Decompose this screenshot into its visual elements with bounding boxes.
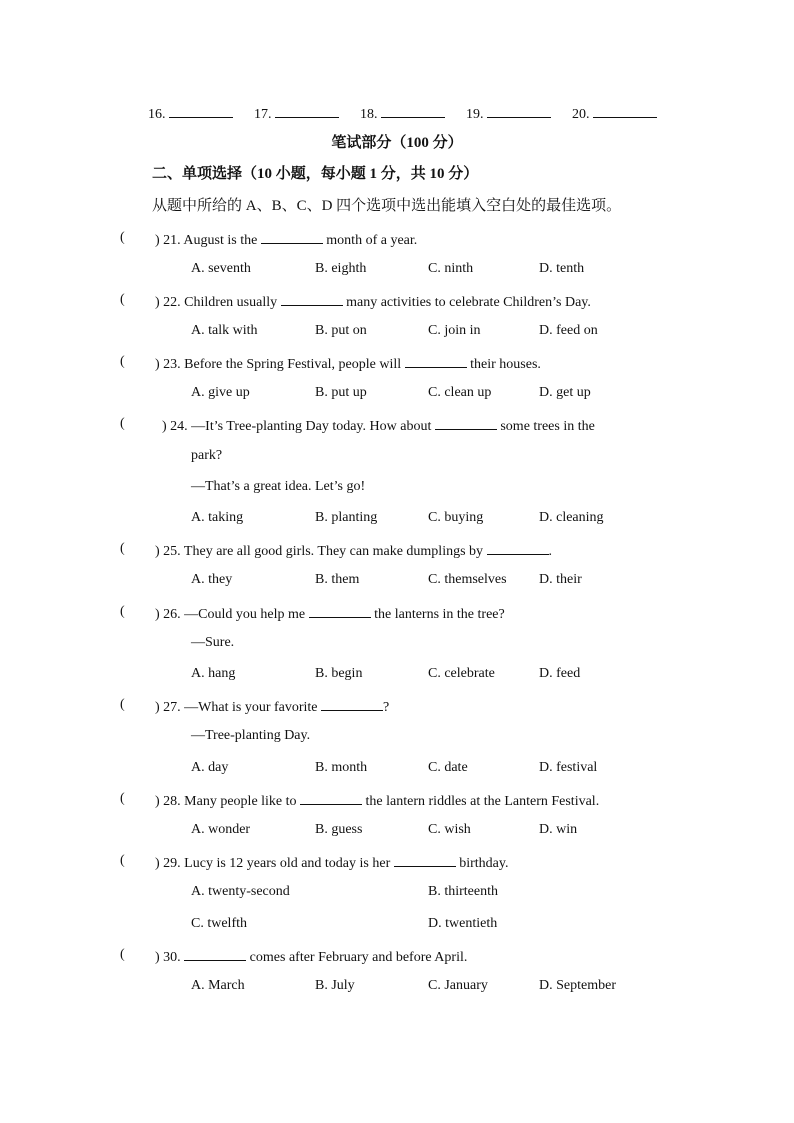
- question-number: ) 21.: [155, 233, 181, 248]
- option-b[interactable]: B. begin: [315, 666, 363, 681]
- option-a[interactable]: A. hang: [191, 666, 236, 681]
- option-a[interactable]: A. taking: [191, 510, 244, 525]
- answer-blank-20[interactable]: [593, 103, 657, 118]
- answer-blank-18[interactable]: [381, 103, 445, 118]
- option-c[interactable]: C. buying: [428, 510, 484, 525]
- answer-blank-19[interactable]: [487, 103, 551, 118]
- question-blank[interactable]: [300, 790, 362, 805]
- option-b[interactable]: B. planting: [315, 510, 378, 525]
- option-b[interactable]: B. put on: [315, 323, 367, 338]
- option-b[interactable]: B. them: [315, 572, 360, 587]
- option-c[interactable]: C. clean up: [428, 385, 492, 400]
- question-text: Lucy is 12 years old and today is her: [184, 856, 391, 871]
- answer-paren-22[interactable]: (: [120, 292, 125, 307]
- option-c[interactable]: C. date: [428, 760, 468, 775]
- question-text: their houses.: [470, 357, 541, 372]
- question-24-reply: —That’s a great idea. Let’s go!: [191, 479, 366, 494]
- question-blank[interactable]: [435, 415, 497, 430]
- answer-paren-21[interactable]: (: [120, 230, 125, 245]
- question-23: [155, 353, 541, 374]
- answer-paren-26[interactable]: (: [120, 604, 125, 619]
- question-blank[interactable]: [184, 946, 246, 961]
- question-text: ?: [383, 700, 390, 715]
- option-d[interactable]: D. cleaning: [539, 510, 604, 525]
- option-a[interactable]: A. twenty-second: [191, 884, 290, 899]
- option-d[interactable]: D. tenth: [539, 261, 585, 276]
- question-blank[interactable]: [394, 852, 456, 867]
- question-22: [155, 291, 591, 312]
- option-b[interactable]: B. July: [315, 978, 355, 993]
- option-d[interactable]: D. twentieth: [428, 916, 498, 931]
- question-text: many activities to celebrate Children’s Day.: [346, 295, 591, 310]
- question-number: ) 24.: [162, 419, 188, 434]
- question-text: .: [548, 544, 553, 559]
- option-c[interactable]: C. join in: [428, 323, 481, 338]
- question-text: comes after February and before April.: [249, 950, 468, 965]
- option-a[interactable]: A. seventh: [191, 261, 251, 276]
- question-21: [155, 229, 417, 250]
- option-c[interactable]: C. wish: [428, 822, 471, 837]
- question-number: ) 26.: [155, 607, 181, 622]
- question-blank[interactable]: [405, 353, 467, 368]
- question-26: [155, 603, 505, 624]
- question-text: —Could you help me: [184, 607, 306, 622]
- option-b[interactable]: B. put up: [315, 385, 367, 400]
- option-d[interactable]: D. win: [539, 822, 578, 837]
- question-number: ) 23.: [155, 357, 181, 372]
- option-b[interactable]: B. eighth: [315, 261, 367, 276]
- question-28: [155, 790, 599, 811]
- question-text: birthday.: [459, 856, 509, 871]
- option-d[interactable]: D. feed on: [539, 323, 598, 338]
- answer-label-20: 20.: [572, 107, 590, 122]
- question-number: ) 25.: [155, 544, 181, 559]
- option-c[interactable]: C. twelfth: [191, 916, 247, 931]
- answer-blank-17[interactable]: [275, 103, 339, 118]
- part-title: 二、单项选择（10 小题，每小题 1 分，共 10 分）: [152, 166, 479, 182]
- option-d[interactable]: D. festival: [539, 760, 598, 775]
- question-blank[interactable]: [261, 229, 323, 244]
- option-a[interactable]: A. talk with: [191, 323, 258, 338]
- option-c[interactable]: C. celebrate: [428, 666, 495, 681]
- question-25: [155, 540, 552, 561]
- question-number: ) 28.: [155, 794, 181, 809]
- option-b[interactable]: B. thirteenth: [428, 884, 498, 899]
- question-text: Before the Spring Festival, people will: [184, 357, 402, 372]
- question-number: ) 29.: [155, 856, 181, 871]
- question-text: August is the: [183, 233, 258, 248]
- option-a[interactable]: A. March: [191, 978, 245, 993]
- option-a[interactable]: A. wonder: [191, 822, 251, 837]
- option-d[interactable]: D. get up: [539, 385, 591, 400]
- answer-paren-30[interactable]: (: [120, 947, 125, 962]
- question-blank[interactable]: [309, 603, 371, 618]
- question-text: —What is your favorite: [184, 700, 318, 715]
- option-a[interactable]: A. they: [191, 572, 233, 587]
- option-a[interactable]: A. give up: [191, 385, 250, 400]
- answer-label-17: 17.: [254, 107, 272, 122]
- question-text: the lanterns in the tree?: [374, 607, 505, 622]
- option-d[interactable]: D. September: [539, 978, 616, 993]
- question-text: Children usually: [184, 295, 278, 310]
- option-c[interactable]: C. January: [428, 978, 488, 993]
- question-number: ) 30.: [155, 950, 181, 965]
- question-27-reply: —Tree-planting Day.: [191, 728, 311, 743]
- answer-row: [148, 103, 657, 124]
- answer-label-18: 18.: [360, 107, 378, 122]
- option-a[interactable]: A. day: [191, 760, 229, 775]
- question-blank[interactable]: [487, 540, 549, 555]
- option-d[interactable]: D. their: [539, 572, 582, 587]
- question-29: [155, 852, 508, 873]
- question-text: the lantern riddles at the Lantern Festival.: [365, 794, 600, 809]
- answer-paren-28[interactable]: (: [120, 791, 125, 806]
- answer-label-19: 19.: [466, 107, 484, 122]
- question-24: [162, 415, 595, 436]
- question-number: ) 22.: [155, 295, 181, 310]
- option-c[interactable]: C. ninth: [428, 261, 474, 276]
- question-text: Many people like to: [184, 794, 297, 809]
- answer-paren-24[interactable]: (: [120, 416, 125, 431]
- answer-paren-27[interactable]: (: [120, 697, 125, 712]
- answer-paren-29[interactable]: (: [120, 853, 125, 868]
- option-b[interactable]: B. guess: [315, 822, 363, 837]
- question-27: [155, 696, 389, 717]
- question-text: —It’s Tree-planting Day today. How about: [191, 419, 432, 434]
- question-text: They are all good girls. They can make dumplings by: [183, 544, 484, 559]
- option-d[interactable]: D. feed: [539, 666, 581, 681]
- answer-label-16: 16.: [148, 107, 166, 122]
- question-blank[interactable]: [281, 291, 343, 306]
- question-text: some trees in the: [500, 419, 595, 434]
- instruction: 从题中所给的 A、B、C、D 四个选项中选出能填入空白处的最佳选项。: [152, 198, 622, 214]
- answer-blank-16[interactable]: [169, 103, 233, 118]
- question-30: [155, 946, 467, 967]
- answer-paren-25[interactable]: (: [120, 541, 125, 556]
- question-24-continuation: park?: [191, 448, 223, 463]
- option-b[interactable]: B. month: [315, 760, 368, 775]
- question-text: month of a year.: [326, 233, 418, 248]
- answer-paren-23[interactable]: (: [120, 354, 125, 369]
- option-c[interactable]: C. themselves: [428, 572, 507, 587]
- question-26-reply: —Sure.: [191, 635, 235, 650]
- section-title: 笔试部分（100 分）: [331, 135, 463, 151]
- question-number: ) 27.: [155, 700, 181, 715]
- question-blank[interactable]: [321, 696, 383, 711]
